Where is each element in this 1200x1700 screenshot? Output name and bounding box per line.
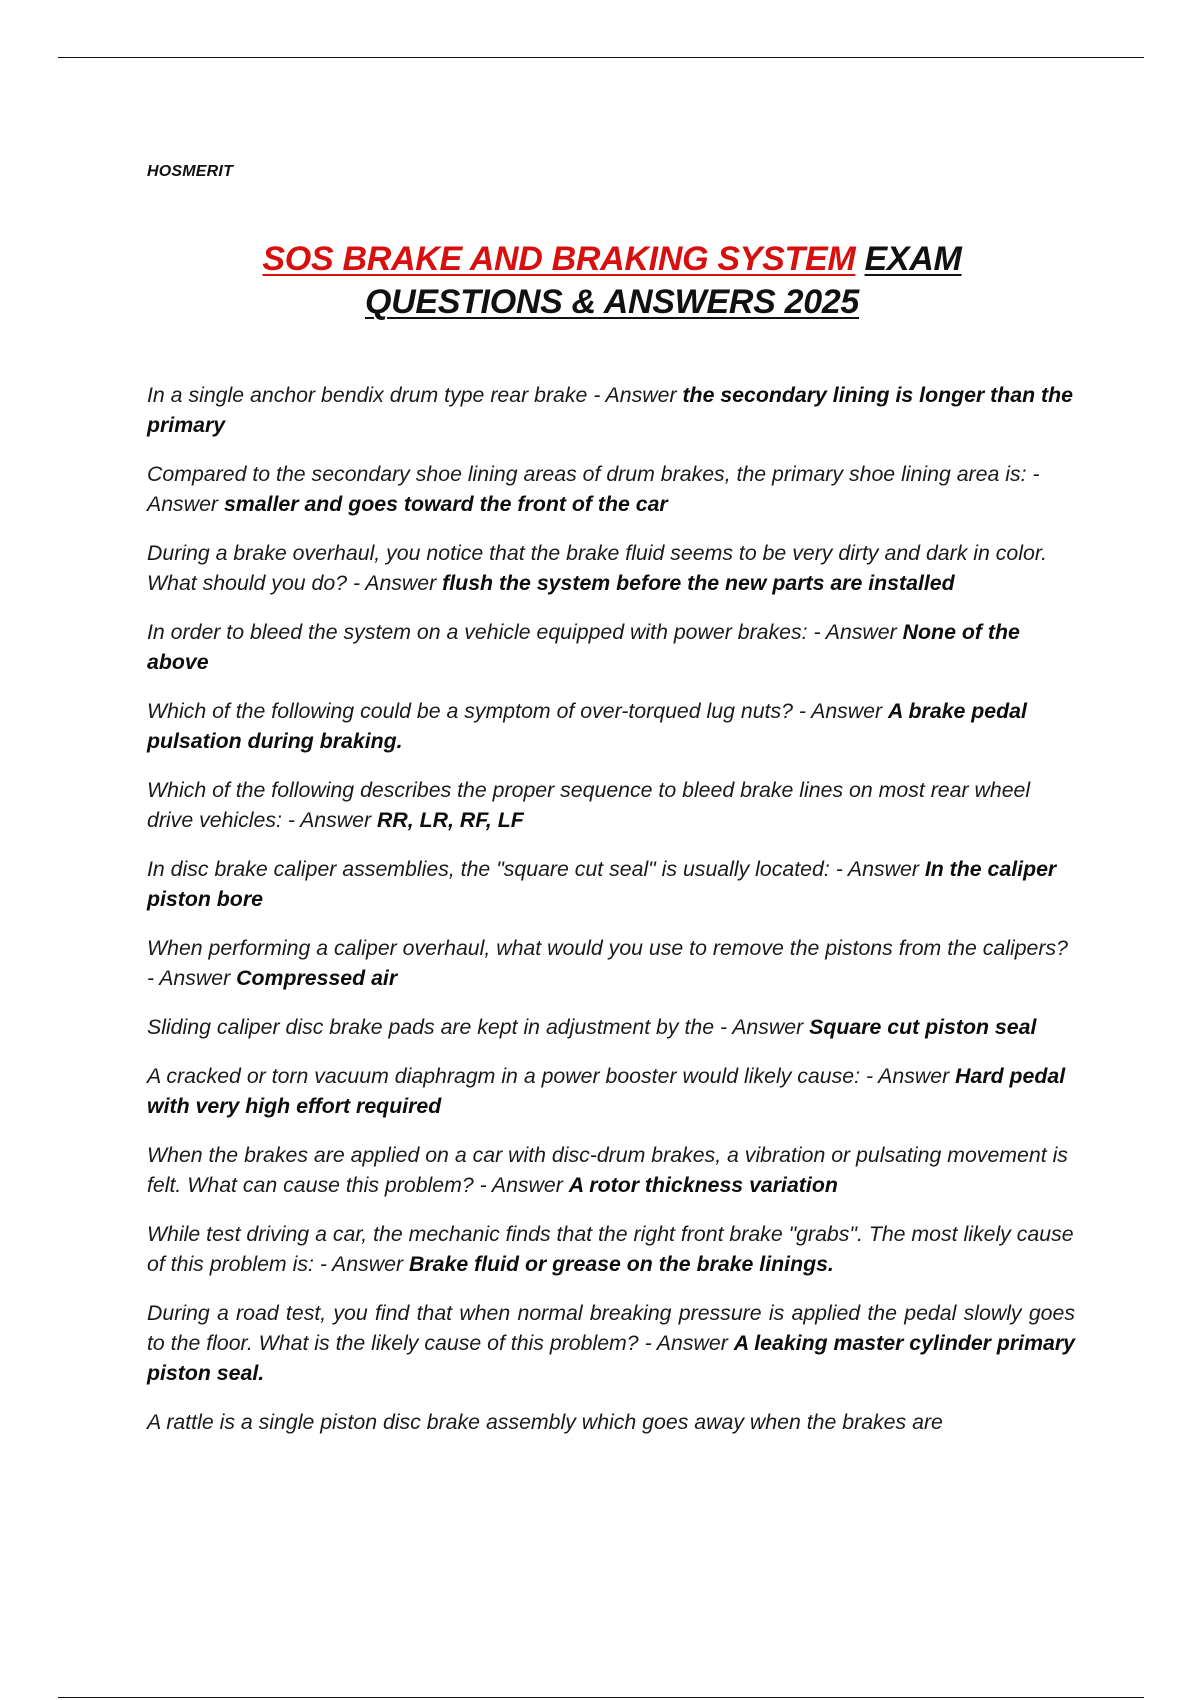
- question-text: During a brake overhaul, you notice that the brake fluid seems to be very dirty and dark in color. What should you do?: [147, 541, 1048, 595]
- question-text: Which of the following could be a symptom of over-torqued lug nuts?: [147, 699, 793, 723]
- title-black-part-1: EXAM: [864, 240, 962, 278]
- answer-text: smaller and goes toward the front of the car: [223, 492, 668, 516]
- question-text: Sliding caliper disc brake pads are kept in adjustment by the: [147, 1015, 715, 1039]
- answer-separator: - Answer: [813, 620, 897, 644]
- qa-item: [147, 380, 1075, 440]
- question-text: During a road test, you find that when normal breaking pressure is applied the pedal slowly goes to the floor. What is the likely cause of this problem?: [147, 1301, 1075, 1355]
- answer-separator: - Answer: [319, 1252, 404, 1276]
- qa-item: [147, 1219, 1075, 1279]
- question-text: Compared to the secondary shoe lining areas of drum brakes, the primary shoe lining area is:: [147, 462, 1027, 486]
- answer-separator: - Answer: [865, 1064, 950, 1088]
- qa-item: [147, 696, 1075, 756]
- question-text: Which of the following describes the proper sequence to bleed brake lines on most rear wheel drive vehicles:: [147, 778, 1031, 832]
- answer-text: None of the above: [147, 620, 1020, 674]
- answer-text: In the caliper piston bore: [147, 857, 1057, 911]
- title-black-part-2: QUESTIONS & ANSWERS 2025: [364, 283, 860, 321]
- question-text: In disc brake caliper assemblies, the "square cut seal" is usually located:: [147, 857, 830, 881]
- answer-text: Compressed air: [236, 966, 398, 990]
- qa-item: [147, 459, 1075, 519]
- answer-text: RR, LR, RF, LF: [377, 808, 524, 832]
- answer-text: Brake fluid or grease on the brake linings.: [408, 1252, 834, 1276]
- answer-separator: - Answer: [287, 808, 372, 832]
- answer-text: Hard pedal with very high effort required: [147, 1064, 1066, 1118]
- qa-item: [147, 1298, 1075, 1388]
- answer-text: A brake pedal pulsation during braking.: [147, 699, 1027, 753]
- answer-separator: - Answer: [835, 857, 919, 881]
- answer-text: A rotor thickness variation: [568, 1173, 838, 1197]
- qa-item: [147, 1012, 1075, 1042]
- answer-separator: - Answer: [593, 383, 677, 407]
- answer-text: flush the system before the new parts are installed: [442, 571, 955, 595]
- qa-list: [147, 380, 1075, 1456]
- qa-item-partial: [147, 1407, 1075, 1437]
- question-text: In order to bleed the system on a vehicle equipped with power brakes:: [147, 620, 808, 644]
- title-red-part: SOS BRAKE AND BRAKING SYSTEM: [262, 240, 856, 278]
- qa-item: [147, 775, 1075, 835]
- qa-item: [147, 538, 1075, 598]
- answer-separator: - Answer: [147, 462, 1040, 516]
- answer-text: the secondary lining is longer than the primary: [147, 383, 1073, 437]
- question-text: A cracked or torn vacuum diaphragm in a power booster would likely cause:: [147, 1064, 861, 1088]
- bottom-divider: [58, 1697, 1144, 1698]
- qa-item: [147, 1061, 1075, 1121]
- question-text: A rattle is a single piston disc brake assembly which goes away when the brakes are: [147, 1410, 943, 1434]
- answer-separator: - Answer: [353, 571, 437, 595]
- qa-item: [147, 854, 1075, 914]
- answer-separator: - Answer: [719, 1015, 804, 1039]
- qa-item: [147, 617, 1075, 677]
- qa-item: [147, 933, 1075, 993]
- answer-separator: - Answer: [644, 1331, 728, 1355]
- answer-separator: - Answer: [147, 966, 231, 990]
- question-text: While test driving a car, the mechanic finds that the right front brake "grabs". The most likely cause of this problem is:: [147, 1222, 1074, 1276]
- top-divider: [58, 57, 1144, 58]
- question-text: When the brakes are applied on a car with disc-drum brakes, a vibration or pulsating movement is felt. What can cause this problem?: [147, 1143, 1068, 1197]
- answer-text: Square cut piston seal: [809, 1015, 1037, 1039]
- qa-item: [147, 1140, 1075, 1200]
- document-title: [147, 238, 1077, 324]
- brand-label: HOSMERIT: [147, 163, 234, 180]
- answer-separator: - Answer: [798, 699, 883, 723]
- question-text: When performing a caliper overhaul, what would you use to remove the pistons from the calipers?: [147, 936, 1068, 960]
- answer-text: A leaking master cylinder primary piston seal.: [147, 1331, 1076, 1385]
- answer-separator: - Answer: [479, 1173, 563, 1197]
- question-text: In a single anchor bendix drum type rear brake: [147, 383, 588, 407]
